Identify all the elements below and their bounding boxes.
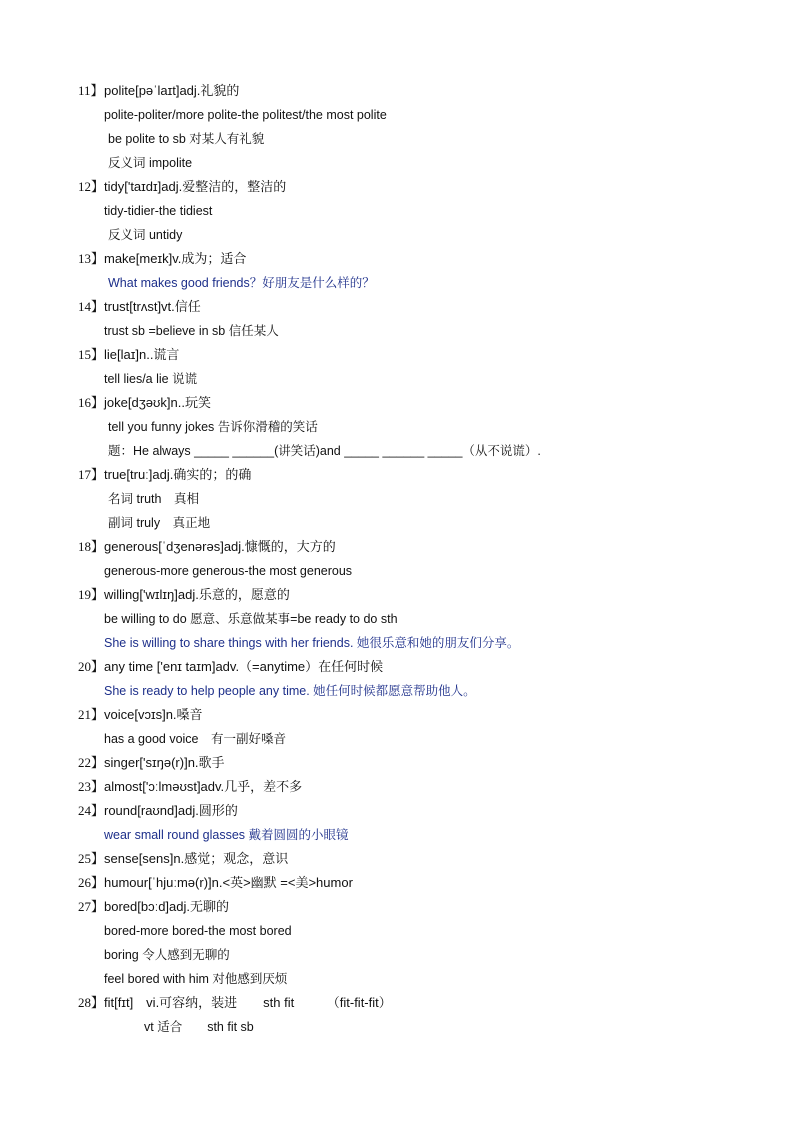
entry-detail: feel bored with him 对他感到厌烦 bbox=[104, 972, 288, 986]
entry-headword: make[meɪk]v.成为；适合 bbox=[104, 251, 247, 266]
entry-headword: true[truː]adj.确实的；的确 bbox=[104, 467, 252, 482]
entry-detail: boring 令人感到无聊的 bbox=[104, 948, 230, 962]
entry-detail: 反义词 impolite bbox=[108, 156, 193, 170]
entry-number: 24】 bbox=[78, 803, 105, 818]
entry-detail: 副词 truly 真正地 bbox=[108, 516, 211, 530]
vocab-entry bbox=[78, 703, 774, 727]
vocab-entry bbox=[78, 343, 774, 367]
entry-detail: polite-politer/more polite-the politest/the most polite bbox=[104, 108, 387, 122]
entry-headword: almost['ɔːlməʊst]adv.几乎，差不多 bbox=[104, 779, 303, 794]
vocab-entry bbox=[78, 799, 774, 823]
entry-detail: 反义词 untidy bbox=[108, 228, 183, 242]
entry-headword: voice[vɔɪs]n.嗓音 bbox=[104, 707, 203, 722]
entry-detail: She is willing to share things with her friends. 她很乐意和她的朋友们分享。 bbox=[104, 636, 520, 650]
vocab-entry bbox=[78, 583, 774, 607]
entry-number: 26】 bbox=[78, 875, 105, 890]
entry-detail: trust sb =believe in sb 信任某人 bbox=[104, 324, 279, 338]
entry-detail: 题：He always _____ ______(讲笑话)and _____ ______ _____（从不说谎）. bbox=[108, 444, 541, 458]
entry-number: 18】 bbox=[78, 539, 105, 554]
entry-detail: vt 适合 sth fit sb bbox=[144, 1020, 254, 1034]
entry-headword: singer['sɪŋə(r)]n.歌手 bbox=[104, 755, 225, 770]
entry-headword: trust[trʌst]vt.信任 bbox=[104, 299, 201, 314]
entry-headword: bored[bɔːd]adj.无聊的 bbox=[104, 899, 230, 914]
entry-detail: be polite to sb 对某人有礼貌 bbox=[108, 132, 265, 146]
vocab-entry bbox=[78, 463, 774, 487]
entry-detail: generous-more generous-the most generous bbox=[104, 564, 353, 578]
vocab-entry bbox=[78, 751, 774, 775]
entry-detail: tell you funny jokes 告诉你滑稽的笑话 bbox=[108, 420, 318, 434]
entry-headword: polite[pəˈlaɪt]adj.礼貌的 bbox=[104, 83, 240, 98]
entry-detail: has a good voice 有一副好嗓音 bbox=[104, 732, 287, 746]
vocab-entry bbox=[78, 391, 774, 415]
entry-headword: generous[ˈdʒenərəs]adj.慷慨的，大方的 bbox=[104, 539, 336, 554]
entry-headword: sense[sens]n.感觉；观念，意识 bbox=[104, 851, 289, 866]
entry-number: 17】 bbox=[78, 467, 105, 482]
entry-detail: She is ready to help people any time. 她任何时候都愿意帮助他人。 bbox=[104, 684, 476, 698]
entry-headword: fit[fɪt] vi.可容纳，装进 sth fit （fit-fit-fit） bbox=[104, 995, 392, 1010]
entry-number: 20】 bbox=[78, 659, 105, 674]
entry-headword: joke[dʒəʊk]n..玩笑 bbox=[104, 395, 211, 410]
entry-detail: What makes good friends？好朋友是什么样的？ bbox=[108, 276, 375, 290]
entry-number: 27】 bbox=[78, 899, 105, 914]
entry-detail: tell lies/a lie 说谎 bbox=[104, 372, 198, 386]
entry-number: 19】 bbox=[78, 587, 105, 602]
vocab-entry bbox=[78, 895, 774, 919]
entry-number: 11】 bbox=[78, 83, 104, 98]
entry-number: 28】 bbox=[78, 995, 105, 1010]
entry-number: 21】 bbox=[78, 707, 105, 722]
entry-detail: tidy-tidier-the tidiest bbox=[104, 204, 213, 218]
entry-number: 16】 bbox=[78, 395, 105, 410]
entry-number: 25】 bbox=[78, 851, 105, 866]
vocabulary-list bbox=[78, 79, 774, 1039]
entry-number: 15】 bbox=[78, 347, 105, 362]
entry-number: 22】 bbox=[78, 755, 105, 770]
vocab-entry bbox=[78, 175, 774, 199]
vocab-entry bbox=[78, 775, 774, 799]
vocab-entry bbox=[78, 535, 774, 559]
entry-headword: any time ['enɪ taɪm]adv.（=anytime）在任何时候 bbox=[104, 659, 384, 674]
vocab-entry bbox=[78, 79, 774, 103]
vocab-entry bbox=[78, 847, 774, 871]
entry-number: 12】 bbox=[78, 179, 105, 194]
entry-number: 13】 bbox=[78, 251, 105, 266]
entry-headword: lie[laɪ]n..谎言 bbox=[104, 347, 180, 362]
entry-headword: tidy['taɪdɪ]adj.爱整洁的，整洁的 bbox=[104, 179, 287, 194]
entry-headword: round[raʊnd]adj.圆形的 bbox=[104, 803, 238, 818]
vocab-entry bbox=[78, 871, 774, 895]
entry-detail: be willing to do 愿意、乐意做某事=be ready to do sth bbox=[104, 612, 398, 626]
vocab-entry bbox=[78, 655, 774, 679]
entry-detail: 名词 truth 真相 bbox=[108, 492, 199, 506]
entry-detail: bored-more bored-the most bored bbox=[104, 924, 292, 938]
vocab-entry bbox=[78, 247, 774, 271]
entry-number: 14】 bbox=[78, 299, 105, 314]
entry-headword: willing['wɪlɪŋ]adj.乐意的，愿意的 bbox=[104, 587, 290, 602]
entry-detail: wear small round glasses 戴着圆圆的小眼镜 bbox=[104, 828, 349, 842]
entry-headword: humour[ˈhjuːmə(r)]n.<英>幽默 =<美>humor bbox=[104, 875, 353, 890]
entry-number: 23】 bbox=[78, 779, 105, 794]
vocab-entry bbox=[78, 991, 774, 1015]
vocab-entry bbox=[78, 295, 774, 319]
